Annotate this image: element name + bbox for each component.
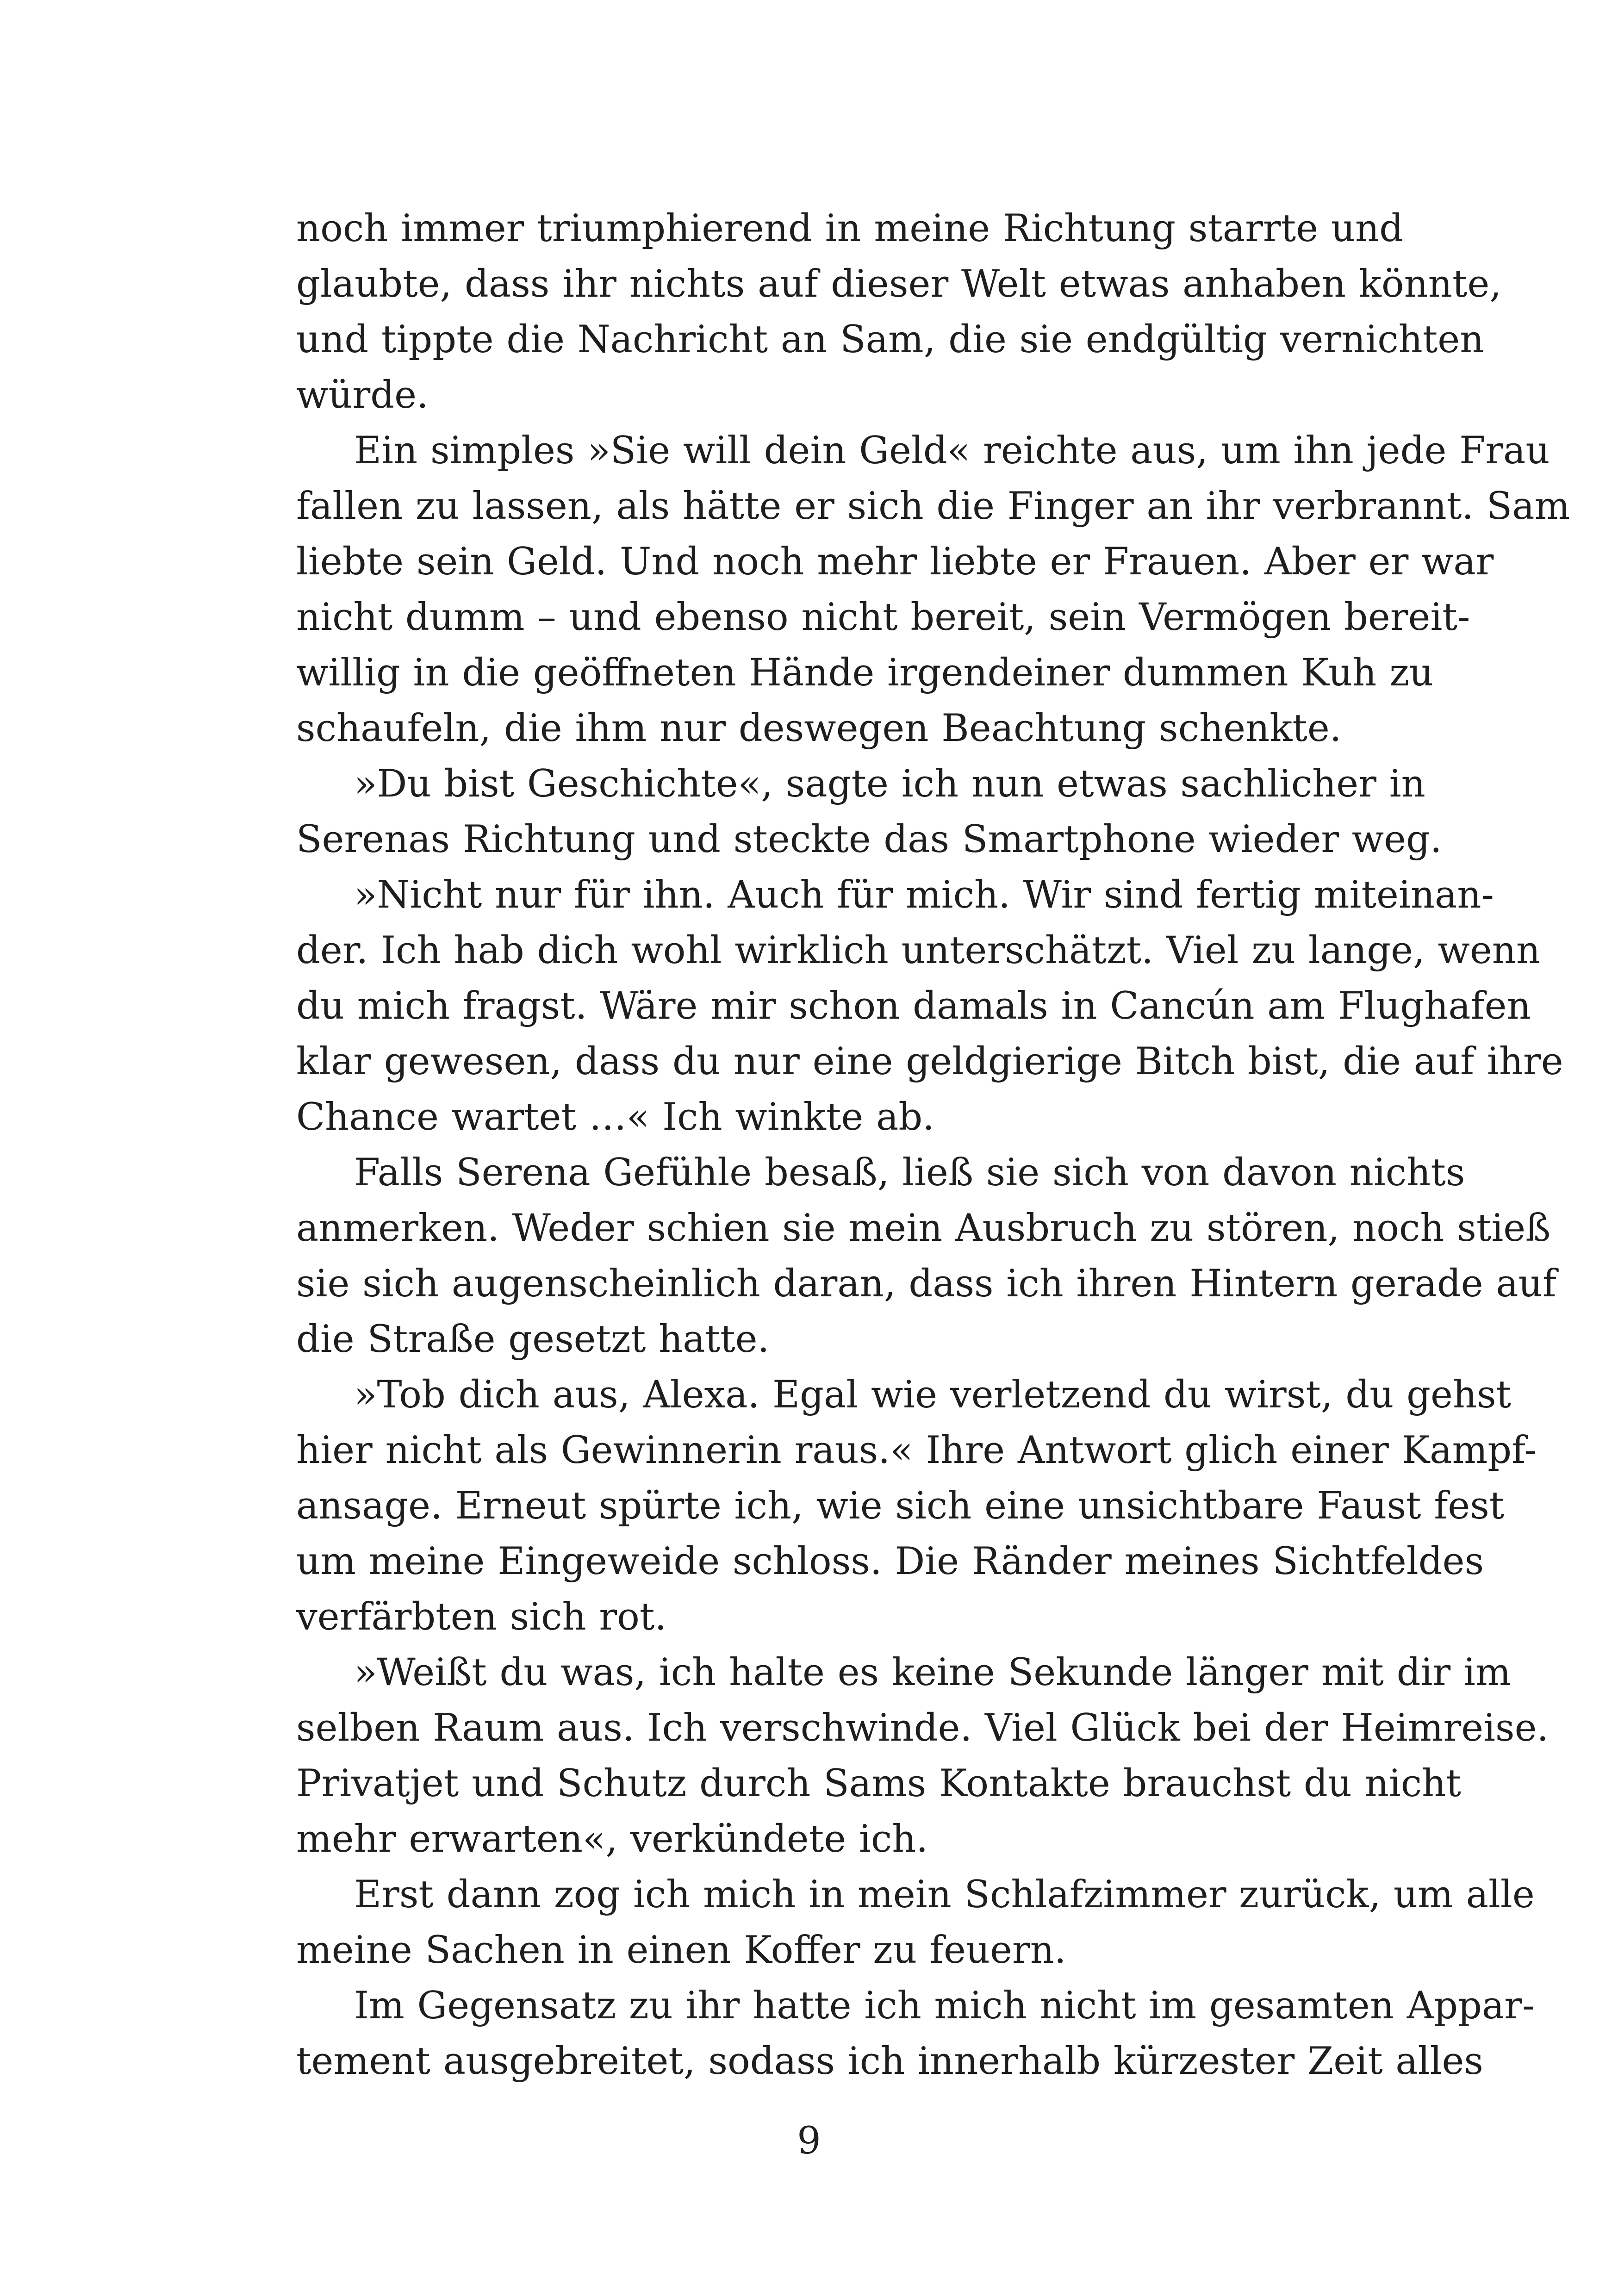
text-line: um meine Eingeweide schloss. Die Ränder meines Sichtfeldes <box>296 1540 1484 1583</box>
text-line: schaufeln, die ihm nur deswegen Beachtung schenkte. <box>296 707 1342 750</box>
text-line: tement ausgebreitet, sodass ich innerhalb kürzester Zeit alles <box>296 2040 1483 2083</box>
text-line: willig in die geöffneten Hände irgendeiner dummen Kuh zu <box>296 651 1434 695</box>
paragraph <box>296 423 1570 756</box>
book-page-body <box>296 201 1570 2159</box>
text-line: liebte sein Geld. Und noch mehr liebte er Frauen. Aber er war <box>296 540 1494 584</box>
text-line: würde. <box>296 373 429 417</box>
paragraph <box>296 1145 1556 1367</box>
text-line: Falls Serena Gefühle besaß, ließ sie sich von davon nichts <box>354 1151 1465 1195</box>
text-line: Privatjet und Schutz durch Sams Kontakte brauchst du nicht <box>296 1762 1461 1805</box>
text-line: glaubte, dass ihr nichts auf dieser Welt etwas anhaben könnte, <box>296 262 1502 306</box>
text-line: ansage. Erneut spürte ich, wie sich eine unsichtbare Faust fest <box>296 1484 1505 1528</box>
text-line: sie sich augenscheinlich daran, dass ich ihren Hintern gerade auf <box>296 1262 1556 1306</box>
text-line: »Weißt du was, ich halte es keine Sekunde länger mit dir im <box>354 1651 1511 1694</box>
text-line: selben Raum aus. Ich verschwinde. Viel Glück bei der Heimreise. <box>296 1706 1549 1750</box>
text-line: Serenas Richtung und steckte das Smartphone wieder weg. <box>296 818 1442 861</box>
text-line: Im Gegensatz zu ihr hatte ich mich nicht im gesamten Appar- <box>354 1984 1535 2028</box>
text-line: nicht dumm – und ebenso nicht bereit, sein Vermögen bereit- <box>296 596 1470 639</box>
text-line: meine Sachen in einen Koffer zu feuern. <box>296 1929 1066 1972</box>
text-line: »Nicht nur für ihn. Auch für mich. Wir sind fertig miteinan- <box>354 873 1494 917</box>
text-line: klar gewesen, dass du nur eine geldgierige Bitch bist, die auf ihre <box>296 1040 1563 1083</box>
paragraph <box>296 1645 1549 1867</box>
text-line: du mich fragst. Wäre mir schon damals in Cancún am Flughafen <box>296 984 1531 1028</box>
paragraph <box>296 867 1563 1145</box>
page-number: 9 <box>797 2119 821 2163</box>
text-line: hier nicht als Gewinnerin raus.« Ihre Antwort glich einer Kampf- <box>296 1429 1537 1472</box>
text-line: noch immer triumphierend in meine Richtung starrte und <box>296 207 1404 250</box>
text-line: der. Ich hab dich wohl wirklich unterschätzt. Viel zu lange, wenn <box>296 929 1541 972</box>
paragraph <box>296 1867 1535 1978</box>
text-line: Erst dann zog ich mich in mein Schlafzimmer zurück, um alle <box>354 1873 1535 1916</box>
text-line: und tippte die Nachricht an Sam, die sie endgültig vernichten <box>296 318 1484 361</box>
text-line: die Straße gesetzt hatte. <box>296 1318 770 1361</box>
text-line: verfärbten sich rot. <box>296 1595 667 1639</box>
text-line: anmerken. Weder schien sie mein Ausbruch zu stören, noch stieß <box>296 1207 1551 1250</box>
paragraph <box>296 1367 1537 1645</box>
paragraph <box>296 201 1502 423</box>
paragraph <box>296 756 1442 867</box>
text-line: Chance wartet …« Ich winkte ab. <box>296 1095 934 1139</box>
text-line: »Du bist Geschichte«, sagte ich nun etwas sachlicher in <box>354 762 1425 806</box>
text-line: mehr erwarten«, verkündete ich. <box>296 1817 928 1861</box>
text-line: »Tob dich aus, Alexa. Egal wie verletzend du wirst, du gehst <box>354 1373 1512 1417</box>
paragraph <box>296 1978 1535 2089</box>
text-line: fallen zu lassen, als hätte er sich die Finger an ihr verbrannt. Sam <box>296 485 1570 528</box>
text-line: Ein simples »Sie will dein Geld« reichte aus, um ihn jede Frau <box>354 429 1550 473</box>
